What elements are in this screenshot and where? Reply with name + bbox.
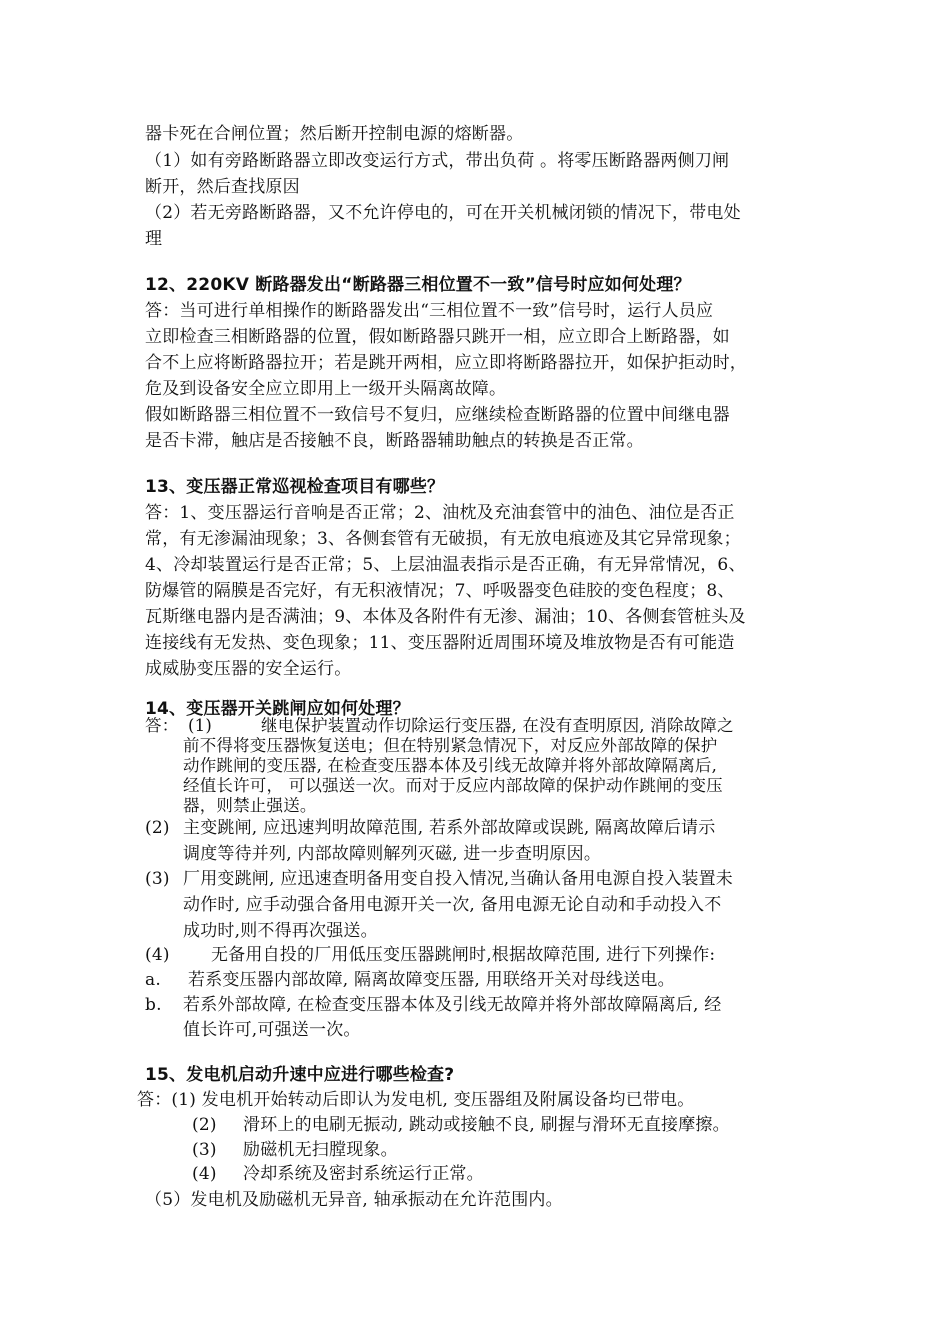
intro-line-2: （1）如有旁路断路器立即改变运行方式，带出负荷 。将零压断路器两侧刀闸: [145, 151, 730, 171]
q14-item-b-line-1: 若系外部故障, 在检查变压器本体及引线无故障并将外部故障隔离后, 经: [183, 995, 722, 1015]
q15-item-2-text: 滑环上的电刷无振动, 跳动或接触不良, 刷握与滑环无直接摩擦。: [243, 1115, 730, 1135]
q12-answer-line-1: 答：当可进行单相操作的断路器发出“三相位置不一致”信号时，运行人员应: [145, 301, 714, 321]
q14-item-2-line-1: 主变跳闸, 应迅速判明故障范围, 若系外部故障或误跳, 隔离故障后请示: [183, 818, 716, 838]
intro-line-4: （2）若无旁路断路器，又不允许停电的，可在开关机械闭锁的情况下，带电处: [145, 203, 741, 223]
q14-item-1-number: (1): [188, 716, 212, 735]
q14-item-a-label: a.: [145, 970, 161, 990]
q13-answer-line-5: 瓦斯继电器内是否满油；9、本体及各附件有无渗、漏油；10、各侧套管桩头及: [145, 607, 746, 627]
q13-title: 13、变压器正常巡视检查项目有哪些？: [145, 477, 445, 497]
q13-answer-line-1: 答：1、变压器运行音响是否正常；2、油枕及充油套管中的油色、油位是否正: [145, 503, 735, 523]
q14-item-3-line-2: 动作时, 应手动强合备用电源开关一次, 备用电源无论自动和手动投入不: [183, 895, 722, 915]
q15-title: 15、发电机启动升速中应进行哪些检查?: [145, 1065, 455, 1085]
q15-item-3-number: (3): [192, 1140, 217, 1160]
q15-answer-line-1: 答：(1) 发电机开始转动后即认为发电机, 变压器组及附属设备均已带电。: [137, 1090, 695, 1110]
q14-item-b-line-2: 值长许可,可强送一次。: [183, 1020, 361, 1040]
q13-answer-line-6: 连接线有无发热、变色现象；11、变压器附近周围环境及堆放物是否有可能造: [145, 633, 735, 653]
q14-item-1-line-1: 继电保护装置动作切除运行变压器, 在没有查明原因, 消除故障之: [261, 716, 734, 735]
q14-item-1-line-2: 前不得将变压器恢复送电；但在特别紧急情况下，对反应外部故障的保护: [183, 736, 718, 755]
q14-item-3-number: (3): [145, 869, 170, 889]
q13-answer-line-7: 成威胁变压器的安全运行。: [145, 659, 352, 679]
intro-line-3: 断开，然后查找原因: [145, 177, 300, 197]
q14-item-4-line-1: 无备用自投的厂用低压变压器跳闸时,根据故障范围, 进行下列操作:: [211, 945, 716, 965]
q12-answer-line-5: 假如断路器三相位置不一致信号不复归，应继续检查断路器的位置中间继电器: [145, 405, 730, 425]
q14-item-4-number: (4): [145, 945, 170, 965]
q14-item-1-line-5: 器，则禁止强送。: [183, 796, 317, 815]
q15-item-3-text: 励磁机无扫膛现象。: [243, 1140, 398, 1160]
q13-answer-line-2: 常，有无渗漏油现象；3、各侧套管有无破损，有无放电痕迹及其它异常现象；: [145, 529, 741, 549]
q14-item-2-number: (2): [145, 818, 170, 838]
intro-line-5: 理: [145, 229, 163, 249]
q14-item-3-line-1: 厂用变跳闸, 应迅速查明备用变自投入情况,当确认备用电源自投入装置未: [183, 869, 734, 889]
q14-item-1-line-3: 动作跳闸的变压器, 在检查变压器本体及引线无故障并将外部故障隔离后,: [183, 756, 718, 775]
q14-answer-prefix: 答：: [145, 716, 179, 735]
q12-answer-line-3: 合不上应将断路器拉开；若是跳开两相，应立即将断路器拉开，如保护拒动时，: [145, 353, 747, 373]
q14-item-2-line-2: 调度等待并列, 内部故障则解列灭磁, 进一步查明原因。: [183, 844, 602, 864]
q14-item-a-line-1: 若系变压器内部故障, 隔离故障变压器, 用联络开关对母线送电。: [188, 970, 675, 990]
q12-title: 12、220KV 断路器发出“断路器三相位置不一致”信号时应如何处理？: [145, 275, 691, 295]
intro-line-1: 器卡死在合闸位置；然后断开控制电源的熔断器。: [145, 124, 524, 144]
q14-title: 14、变压器开关跳闸应如何处理？: [145, 699, 410, 719]
q15-item-4-number: (4): [192, 1164, 217, 1184]
q12-answer-line-2: 立即检查三相断路器的位置，假如断路器只跳开一相，应立即合上断路器，如: [145, 327, 730, 347]
q13-answer-line-3: 4、冷却装置运行是否正常；5、上层油温表指示是否正确，有无异常情况，6、: [145, 555, 746, 575]
q15-item-4-text: 冷却系统及密封系统运行正常。: [243, 1164, 484, 1184]
q14-item-1-line-4: 经值长许可， 可以强送一次。而对于反应内部故障的保护动作跳闸的变压: [183, 776, 723, 795]
q12-answer-line-6: 是否卡滞，触店是否接触不良，断路器辅助触点的转换是否正常。: [145, 431, 644, 451]
q15-answer-line-5: （5）发电机及励磁机无异音, 轴承振动在允许范围内。: [145, 1190, 563, 1210]
q12-answer-line-4: 危及到设备安全应立即用上一级开头隔离故障。: [145, 379, 507, 399]
q14-item-b-label: b.: [145, 995, 162, 1015]
q15-item-2-number: (2): [192, 1115, 217, 1135]
q14-item-3-line-3: 成功时,则不得再次强送。: [183, 921, 378, 941]
q13-answer-line-4: 防爆管的隔膜是否完好，有无积液情况；7、呼吸器变色硅胶的变色程度；8、: [145, 581, 735, 601]
